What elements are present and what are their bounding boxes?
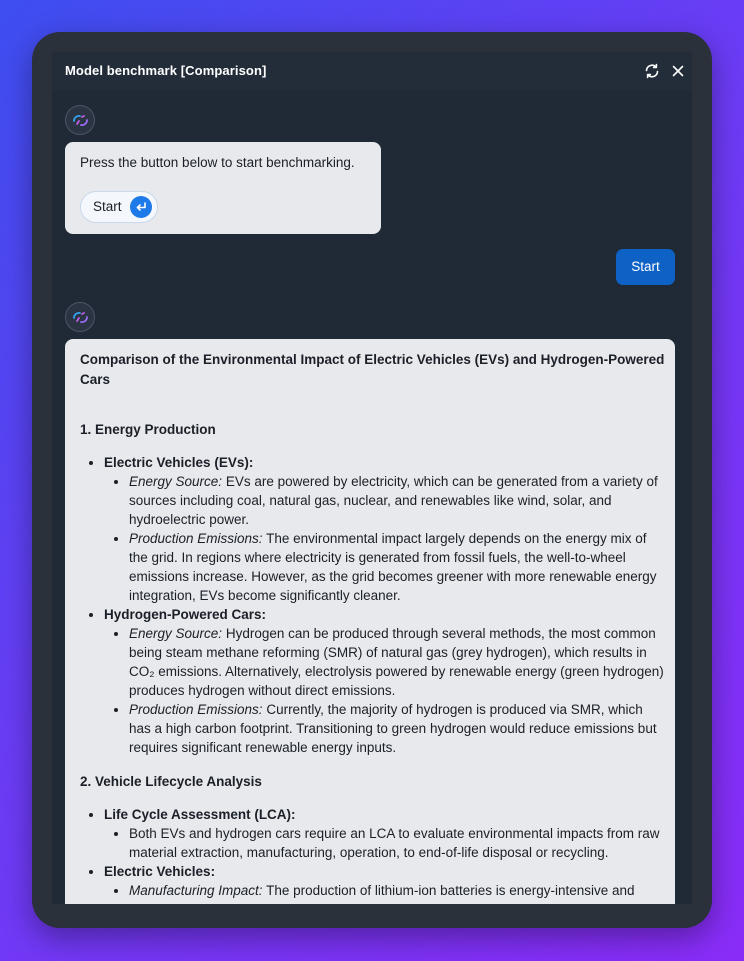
list-item — [129, 700, 665, 757]
close-icon[interactable] — [669, 62, 687, 80]
term-text: The production of lithium-ion batteries is energy-intensive and — [262, 883, 635, 898]
list-item — [104, 453, 665, 605]
list-item — [104, 605, 665, 757]
list-item — [129, 624, 665, 700]
term-label: Energy Source: — [129, 474, 223, 489]
term-text: Hydrogen can be produced through several methods, the most common being steam methane reforming (SMR) of natural gas (grey hydrogen), which results in CO₂ emissions. Alternatively, electrolysis powered by renewable energy (green hydrogen) produces hydrogen without direct emissions. — [129, 626, 664, 698]
section-heading: 2. Vehicle Lifecycle Analysis — [80, 774, 262, 789]
list-item-label: Hydrogen-Powered Cars: — [104, 607, 267, 622]
assistant-avatar — [65, 302, 95, 332]
list-item — [129, 529, 665, 605]
window-header — [52, 52, 692, 90]
list-item — [104, 805, 665, 862]
enter-arrow-icon — [130, 196, 152, 218]
chat-window — [52, 52, 692, 904]
list-item — [129, 824, 665, 862]
assistant-logo-icon — [72, 113, 89, 128]
list-item — [104, 862, 665, 900]
window-title: Model benchmark [Comparison] — [65, 63, 267, 78]
term-text: Currently, the majority of hydrogen is produced via SMR, which has a high carbon footprint. Transitioning to green hydrogen would reduce emissions but requires significant renewable energy inputs. — [129, 702, 657, 755]
start-button[interactable] — [80, 191, 158, 223]
device-frame — [32, 32, 712, 928]
bot-answer — [65, 339, 675, 904]
section-heading: 1. Energy Production — [80, 422, 216, 437]
assistant-avatar — [65, 105, 95, 135]
list-item — [129, 881, 665, 900]
refresh-icon[interactable] — [643, 62, 661, 80]
bot-message-text: Press the button below to start benchmarking. — [80, 155, 355, 170]
term-text: Both EVs and hydrogen cars require an LCA to evaluate environmental impacts from raw material extraction, manufacturing, operation, to end-of-life disposal or recycling. — [129, 826, 660, 860]
term-text: EVs are powered by electricity, which can be generated from a variety of sources including coal, natural gas, nuclear, and renewables like wind, solar, and hydroelectric power. — [129, 474, 658, 527]
term-label: Production Emissions: — [129, 702, 263, 717]
list-item — [129, 472, 665, 529]
answer-title: Comparison of the Environmental Impact of Electric Vehicles (EVs) and Hydrogen-Powered Cars — [80, 352, 665, 387]
bot-message — [65, 142, 381, 234]
term-label: Production Emissions: — [129, 531, 263, 546]
user-message: Start — [616, 249, 675, 285]
start-button-label: Start — [93, 199, 122, 214]
term-label: Manufacturing Impact: — [129, 883, 263, 898]
assistant-logo-icon — [72, 310, 89, 325]
term-text: The environmental impact largely depends on the energy mix of the grid. In regions where electricity is generated from fossil fuels, the well-to-wheel emissions increase. However, as the grid becomes greener with more renewable energy integration, EVs become significantly cleaner. — [129, 531, 657, 603]
list-item-label: Life Cycle Assessment (LCA): — [104, 807, 296, 822]
list-item-label: Electric Vehicles: — [104, 864, 216, 879]
term-label: Energy Source: — [129, 626, 223, 641]
list-item-label: Electric Vehicles (EVs): — [104, 455, 254, 470]
